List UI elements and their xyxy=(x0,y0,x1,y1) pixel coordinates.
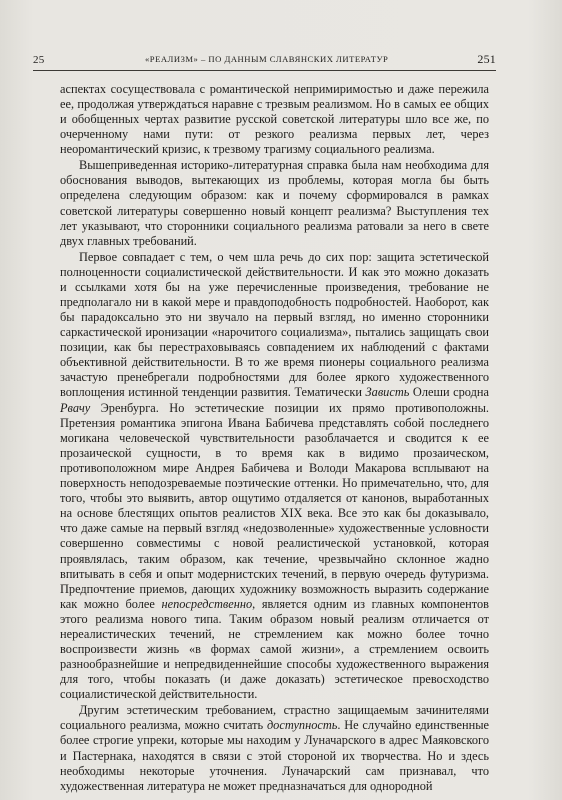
page-number: 251 xyxy=(477,52,496,66)
text-segment: Эренбурга. Но эстетические позиции их прямо противоположны. Претензия романтика эпигона Ивана Бабичева представлять собой последнего могикана человеческой чувствительности разоблачается и сводится к ее прозаической сущности, в то время как в видимо прозаическом, противоположном мире Андрея Бабичева и Володи Макарова всплывают на поверхность неподозреваемые поэтические оттенки. Но примечательно, что, для того, чтобы это выявить, автор ощутимо отдаляется от канонов, выработанных на основе блестящих опытов реалистов XIX века. Все это как бы доказывало, что даже самые на первый взгляд «недозволенные» художественные условности совершенно совместимы с новой реалистической установкой, которая проявлялась, таким образом, как течение, чрезвычайно склонное жадно впитывать в себя и опыт модернистских течений, в первую очередь футуризма. Предпочтение приемов, дающих художнику возможность выразить содержание как можно более xyxy=(60,400,489,611)
italic-title-zavist: Зависть xyxy=(365,385,410,400)
italic-emphasis: доступность xyxy=(266,718,338,733)
header-rule xyxy=(33,70,496,71)
left-folio-number: 25 xyxy=(33,54,45,66)
running-title: «РЕАЛИЗМ» – ПО ДАННЫМ СЛАВЯНСКИХ ЛИТЕРАТУР xyxy=(145,54,389,64)
body-text xyxy=(60,82,489,794)
page-header xyxy=(33,52,496,68)
italic-emphasis: непосредственно xyxy=(161,596,253,611)
text-segment: Первое совпадает с тем, о чем шла речь до сих пор: защита эстетической полноценности социалистической действительности. И как это можно доказать и ссылками хотя бы на уже перечисленные произведения, требование не предполагало ни в какой мере и правдоподобность подробностей. Наоборот, как бы парадоксально это ни звучало на первый взгляд, но именно сторонники саркастической иронизации «нарочитого социализма», пытались защищать свои позиции, как бы перестраховываясь совпадением их наблюдений с фактами объективной действительности. В то же время пионеры социального реализма зачастую пренебрегали подробностями для более яркого художественного воплощения истинной тенденции развития. Тематически xyxy=(60,249,489,400)
paragraph-continued: аспектах сосуществовала с романтической непримиримостью и даже пережила ее, продолжая утверждаться наравне с трезвым реализмом. Но в самых ее общих и обобщенных чертах развитие русской советской литературы шло все же, по очерченному нами пути: от резкого реализма первых лет, через неоромантический кризис, к трезвому трагизму социального реализма. xyxy=(60,82,489,157)
paragraph-first-requirement xyxy=(60,250,489,703)
paragraph-historical-note: Вышеприведенная историко-литературная справка была нам необходима для обоснования выводов, вытекающих из проблемы, которая могла бы быть определена следующим образом: как и почему сформировался в рамках советской литературы совершенно новый концепт реализма? Выступления тех лет указывают, что сторонники социального реализма ратовали за него в свете двух главных требований. xyxy=(60,158,489,248)
text-segment: Олеши сродна xyxy=(409,385,489,400)
paragraph-second-requirement xyxy=(60,703,489,794)
text-segment: . Не случайно единственные более строгие упреки, которые мы находим у Луначарского в адрес Маяковского и Пастернака, находятся в связи с этой стороной их творчества. Но и здесь необходимы некоторые уточнения. Луначарский сам признавал, что художественная литература не может предназначаться для однородной xyxy=(60,718,489,793)
italic-title-rvach: Рвачу xyxy=(60,400,91,415)
text-segment: , является одним из главных компонентов этого реализма нового типа. Таким образом новый реализм отличается от нереалистических течений, не стремлением как можно более точно воспроизвести жизнь «в формах самой жизни», а стремлением освоить разнообразнейшие и непредвиденнейшие способы художественного выражения для того, чтобы показать (и даже доказать) эстетическое превосходство социалистической действительности. xyxy=(60,596,489,702)
text-segment: Другим эстетическим требованием, страстно защищаемым зачинителями социального реализма, можно считать xyxy=(60,703,489,733)
